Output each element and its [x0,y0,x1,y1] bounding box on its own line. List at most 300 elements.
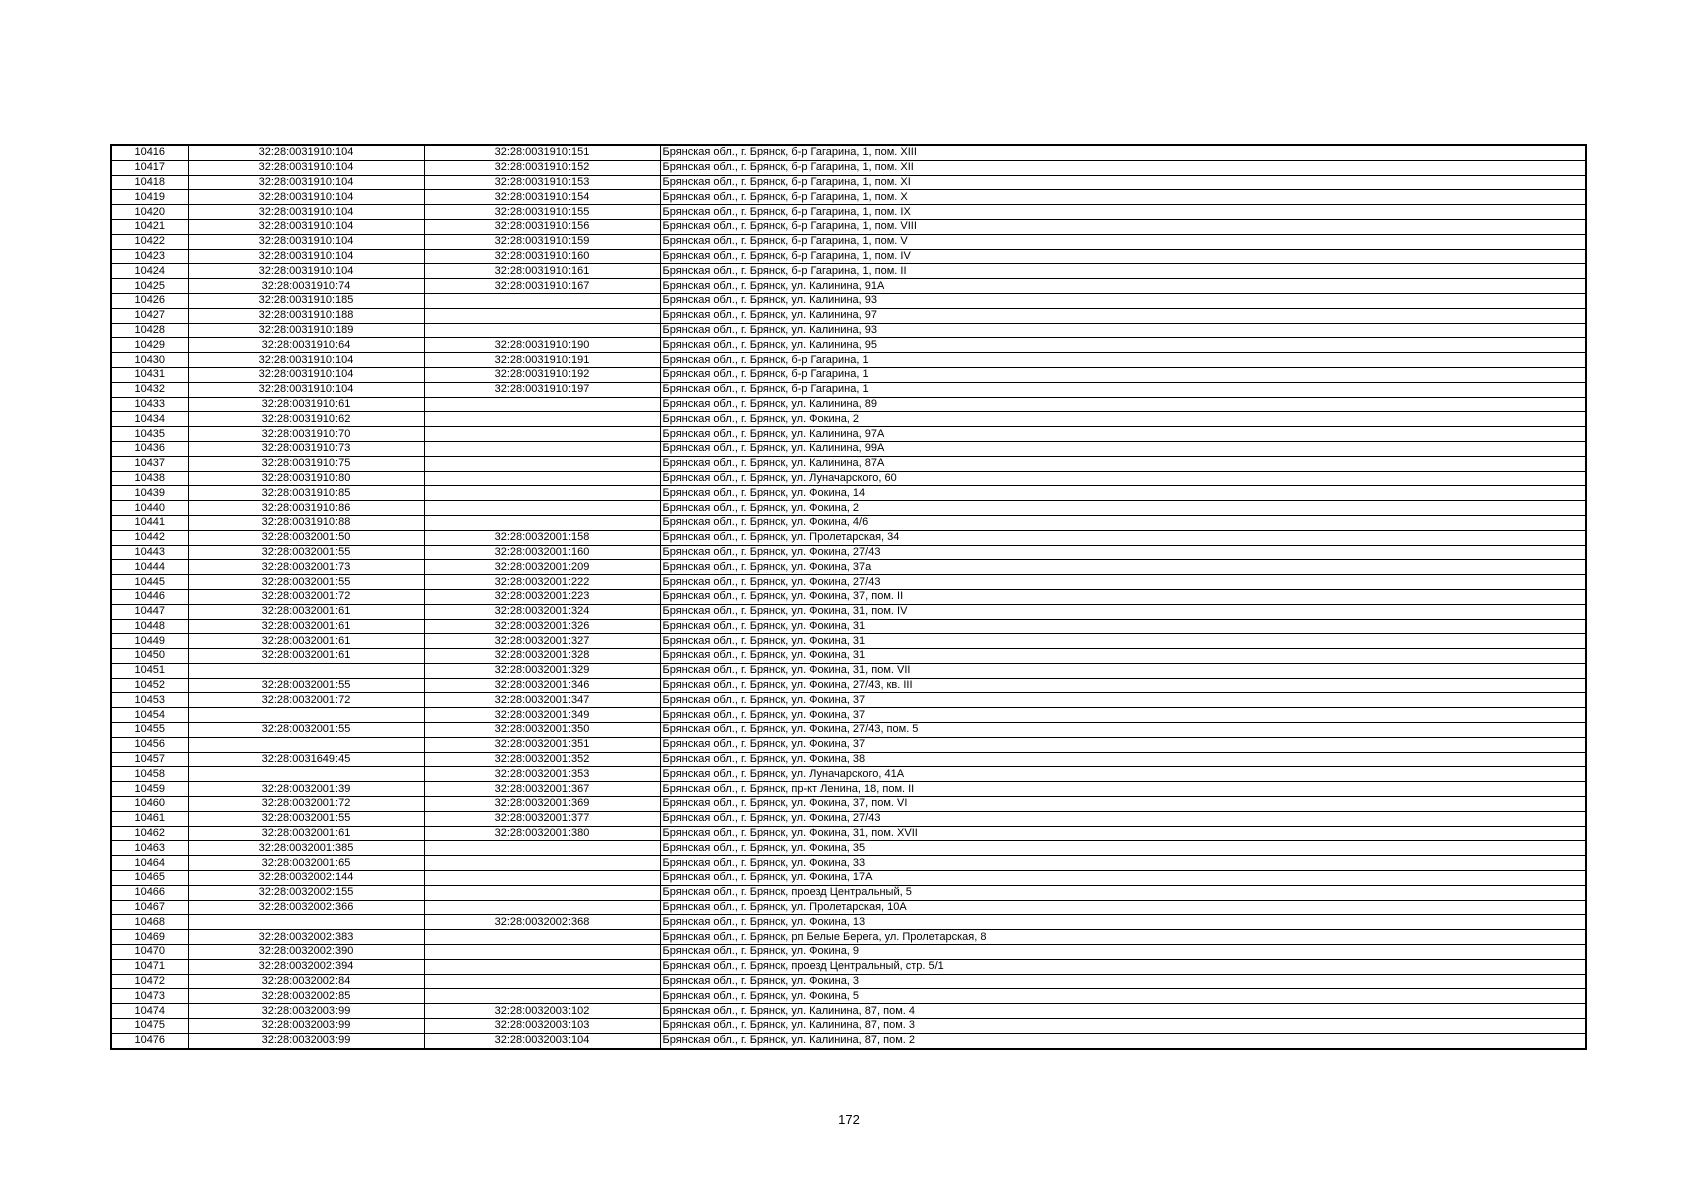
cadastral-number-cell: 32:28:0032001:328 [424,649,660,664]
table-row [111,871,1586,886]
address-cell: Брянская обл., г. Брянск, ул. Калинина, 97 [660,308,1586,323]
row-number-cell: 10447 [111,604,188,619]
parent-cadastral-number-cell: 32:28:0031910:104 [188,219,424,234]
parent-cadastral-number-cell: 32:28:0031910:88 [188,515,424,530]
parent-cadastral-number-cell: 32:28:0032001:72 [188,589,424,604]
parent-cadastral-number-cell: 32:28:0031910:73 [188,441,424,456]
table-row [111,293,1586,308]
cadastral-number-cell [424,323,660,338]
address-cell: Брянская обл., г. Брянск, б-р Гагарина, 1, пом. XII [660,160,1586,175]
address-cell: Брянская обл., г. Брянск, б-р Гагарина, 1, пом. IV [660,249,1586,264]
table-row [111,634,1586,649]
table-row [111,353,1586,368]
address-cell: Брянская обл., г. Брянск, б-р Гагарина, 1, пом. V [660,234,1586,249]
cadastral-number-cell [424,945,660,960]
row-number-cell: 10442 [111,530,188,545]
address-cell: Брянская обл., г. Брянск, ул. Фокина, 27/43 [660,811,1586,826]
cadastral-number-cell: 32:28:0032001:369 [424,797,660,812]
parent-cadastral-number-cell: 32:28:0031910:80 [188,471,424,486]
cadastral-number-cell: 32:28:0032001:367 [424,782,660,797]
cadastral-number-cell [424,959,660,974]
address-cell: Брянская обл., г. Брянск, ул. Калинина, 99А [660,441,1586,456]
parent-cadastral-number-cell: 32:28:0031910:188 [188,308,424,323]
address-cell: Брянская обл., г. Брянск, ул. Фокина, 5 [660,989,1586,1004]
cadastral-number-cell [424,441,660,456]
cadastral-number-cell: 32:28:0031910:192 [424,367,660,382]
table-row [111,767,1586,782]
address-cell: Брянская обл., г. Брянск, ул. Фокина, 31 [660,634,1586,649]
cadastral-number-cell: 32:28:0031910:190 [424,338,660,353]
cadastral-number-cell: 32:28:0032001:329 [424,663,660,678]
parent-cadastral-number-cell: 32:28:0032001:65 [188,856,424,871]
row-number-cell: 10467 [111,900,188,915]
table-row [111,915,1586,930]
parent-cadastral-number-cell: 32:28:0031910:104 [188,234,424,249]
cadastral-number-cell: 32:28:0032003:104 [424,1033,660,1048]
parent-cadastral-number-cell: 32:28:0032002:85 [188,989,424,1004]
row-number-cell: 10428 [111,323,188,338]
row-number-cell: 10446 [111,589,188,604]
cadastral-number-cell: 32:28:0032001:160 [424,545,660,560]
table-row [111,604,1586,619]
table-row [111,338,1586,353]
row-number-cell: 10474 [111,1004,188,1019]
table-row [111,945,1586,960]
table-row [111,575,1586,590]
row-number-cell: 10432 [111,382,188,397]
row-number-cell: 10435 [111,427,188,442]
row-number-cell: 10448 [111,619,188,634]
cadastral-number-cell: 32:28:0031910:160 [424,249,660,264]
table-row [111,427,1586,442]
cadastral-number-cell: 32:28:0031910:156 [424,219,660,234]
cadastral-number-cell: 32:28:0031910:159 [424,234,660,249]
row-number-cell: 10456 [111,737,188,752]
row-number-cell: 10426 [111,293,188,308]
row-number-cell: 10417 [111,160,188,175]
table-row [111,190,1586,205]
parent-cadastral-number-cell [188,915,424,930]
parent-cadastral-number-cell: 32:28:0032001:72 [188,797,424,812]
table-row [111,663,1586,678]
cadastral-number-cell: 32:28:0032001:377 [424,811,660,826]
cadastral-number-cell: 32:28:0032001:158 [424,530,660,545]
table-row [111,279,1586,294]
row-number-cell: 10475 [111,1019,188,1034]
table-row [111,930,1586,945]
parent-cadastral-number-cell: 32:28:0032001:61 [188,619,424,634]
parent-cadastral-number-cell: 32:28:0032001:61 [188,634,424,649]
cadastral-number-cell: 32:28:0032001:347 [424,693,660,708]
parent-cadastral-number-cell [188,663,424,678]
table-row [111,885,1586,900]
table-row [111,382,1586,397]
cadastral-number-cell: 32:28:0032001:209 [424,560,660,575]
row-number-cell: 10453 [111,693,188,708]
parent-cadastral-number-cell: 32:28:0031910:85 [188,486,424,501]
address-cell: Брянская обл., г. Брянск, ул. Фокина, 37 [660,708,1586,723]
parent-cadastral-number-cell: 32:28:0031910:104 [188,382,424,397]
row-number-cell: 10431 [111,367,188,382]
parent-cadastral-number-cell: 32:28:0032001:55 [188,678,424,693]
parent-cadastral-number-cell: 32:28:0032001:55 [188,811,424,826]
row-number-cell: 10436 [111,441,188,456]
row-number-cell: 10459 [111,782,188,797]
table-row [111,737,1586,752]
row-number-cell: 10419 [111,190,188,205]
table-row [111,515,1586,530]
address-cell: Брянская обл., г. Брянск, ул. Фокина, 37 [660,737,1586,752]
cadastral-number-cell [424,486,660,501]
parent-cadastral-number-cell: 32:28:0032001:39 [188,782,424,797]
cadastral-number-cell [424,456,660,471]
row-number-cell: 10472 [111,974,188,989]
address-cell: Брянская обл., г. Брянск, ул. Фокина, 14 [660,486,1586,501]
table-row [111,471,1586,486]
parent-cadastral-number-cell: 32:28:0032003:99 [188,1033,424,1048]
parent-cadastral-number-cell: 32:28:0032002:366 [188,900,424,915]
address-cell: Брянская обл., г. Брянск, ул. Фокина, 37, пом. II [660,589,1586,604]
address-cell: Брянская обл., г. Брянск, ул. Фокина, 4/6 [660,515,1586,530]
address-cell: Брянская обл., г. Брянск, пр-кт Ленина, 18, пом. II [660,782,1586,797]
cadastral-number-cell: 32:28:0032001:327 [424,634,660,649]
address-cell: Брянская обл., г. Брянск, ул. Фокина, 37а [660,560,1586,575]
cadastral-number-cell: 32:28:0032001:351 [424,737,660,752]
cadastral-number-cell: 32:28:0031910:167 [424,279,660,294]
table-row [111,723,1586,738]
address-cell: Брянская обл., г. Брянск, ул. Фокина, 37, пом. VI [660,797,1586,812]
address-cell: Брянская обл., г. Брянск, б-р Гагарина, 1 [660,367,1586,382]
parent-cadastral-number-cell: 32:28:0031910:104 [188,175,424,190]
address-cell: Брянская обл., г. Брянск, ул. Луначарского, 60 [660,471,1586,486]
cadastral-number-cell: 32:28:0031910:155 [424,205,660,220]
cadastral-number-cell: 32:28:0032001:352 [424,752,660,767]
cadastral-number-cell: 32:28:0032001:324 [424,604,660,619]
address-cell: Брянская обл., г. Брянск, ул. Калинина, 87, пом. 2 [660,1033,1586,1048]
parent-cadastral-number-cell: 32:28:0032002:390 [188,945,424,960]
row-number-cell: 10437 [111,456,188,471]
address-cell: Брянская обл., г. Брянск, ул. Калинина, 93 [660,323,1586,338]
address-cell: Брянская обл., г. Брянск, ул. Калинина, 93 [660,293,1586,308]
address-cell: Брянская обл., г. Брянск, ул. Фокина, 27/43 [660,545,1586,560]
address-cell: Брянская обл., г. Брянск, ул. Фокина, 38 [660,752,1586,767]
address-cell: Брянская обл., г. Брянск, ул. Фокина, 37 [660,693,1586,708]
table-row [111,234,1586,249]
address-cell: Брянская обл., г. Брянск, ул. Фокина, 13 [660,915,1586,930]
row-number-cell: 10462 [111,826,188,841]
parent-cadastral-number-cell: 32:28:0031910:104 [188,264,424,279]
row-number-cell: 10424 [111,264,188,279]
row-number-cell: 10476 [111,1033,188,1048]
table-row [111,367,1586,382]
address-cell: Брянская обл., г. Брянск, ул. Калинина, 95 [660,338,1586,353]
parent-cadastral-number-cell: 32:28:0032002:394 [188,959,424,974]
cadastral-number-cell [424,471,660,486]
cadastral-number-cell: 32:28:0032003:102 [424,1004,660,1019]
table-row [111,752,1586,767]
row-number-cell: 10473 [111,989,188,1004]
cadastral-number-cell [424,515,660,530]
address-cell: Брянская обл., г. Брянск, б-р Гагарина, 1 [660,382,1586,397]
parent-cadastral-number-cell [188,708,424,723]
cadastral-number-cell [424,900,660,915]
address-cell: Брянская обл., г. Брянск, ул. Фокина, 27/43, кв. III [660,678,1586,693]
table-row [111,989,1586,1004]
row-number-cell: 10430 [111,353,188,368]
parent-cadastral-number-cell: 32:28:0031910:75 [188,456,424,471]
table-row [111,412,1586,427]
parent-cadastral-number-cell: 32:28:0031910:104 [188,367,424,382]
address-cell: Брянская обл., г. Брянск, ул. Калинина, 87, пом. 3 [660,1019,1586,1034]
cadastral-number-cell [424,397,660,412]
parent-cadastral-number-cell: 32:28:0032001:61 [188,604,424,619]
address-cell: Брянская обл., г. Брянск, б-р Гагарина, 1, пом. VIII [660,219,1586,234]
cadastral-number-cell [424,501,660,516]
table-row [111,249,1586,264]
row-number-cell: 10439 [111,486,188,501]
address-cell: Брянская обл., г. Брянск, б-р Гагарина, 1, пом. XI [660,175,1586,190]
row-number-cell: 10427 [111,308,188,323]
address-cell: Брянская обл., г. Брянск, ул. Калинина, 87А [660,456,1586,471]
row-number-cell: 10421 [111,219,188,234]
parent-cadastral-number-cell: 32:28:0032001:55 [188,723,424,738]
cadastral-number-cell: 32:28:0031910:197 [424,382,660,397]
cadastral-number-cell [424,427,660,442]
row-number-cell: 10425 [111,279,188,294]
parent-cadastral-number-cell: 32:28:0031910:185 [188,293,424,308]
address-cell: Брянская обл., г. Брянск, ул. Фокина, 3 [660,974,1586,989]
table-row [111,811,1586,826]
row-number-cell: 10455 [111,723,188,738]
table-row [111,308,1586,323]
row-number-cell: 10460 [111,797,188,812]
address-cell: Брянская обл., г. Брянск, ул. Фокина, 35 [660,841,1586,856]
row-number-cell: 10461 [111,811,188,826]
row-number-cell: 10457 [111,752,188,767]
address-cell: Брянская обл., г. Брянск, б-р Гагарина, 1 [660,353,1586,368]
table-row [111,264,1586,279]
row-number-cell: 10438 [111,471,188,486]
table-row [111,530,1586,545]
row-number-cell: 10464 [111,856,188,871]
address-cell: Брянская обл., г. Брянск, ул. Калинина, 89 [660,397,1586,412]
parent-cadastral-number-cell: 32:28:0032002:155 [188,885,424,900]
cadastral-register-table [110,144,1587,1050]
table-row [111,560,1586,575]
cadastral-number-cell [424,293,660,308]
table-row [111,589,1586,604]
parent-cadastral-number-cell: 32:28:0031910:104 [188,160,424,175]
cadastral-number-cell: 32:28:0032001:223 [424,589,660,604]
row-number-cell: 10440 [111,501,188,516]
row-number-cell: 10423 [111,249,188,264]
row-number-cell: 10466 [111,885,188,900]
parent-cadastral-number-cell: 32:28:0032001:50 [188,530,424,545]
row-number-cell: 10469 [111,930,188,945]
parent-cadastral-number-cell: 32:28:0031910:104 [188,205,424,220]
address-cell: Брянская обл., г. Брянск, ул. Пролетарская, 10А [660,900,1586,915]
table-row [111,1019,1586,1034]
row-number-cell: 10468 [111,915,188,930]
table-row [111,1033,1586,1048]
address-cell: Брянская обл., г. Брянск, б-р Гагарина, 1, пом. IX [660,205,1586,220]
parent-cadastral-number-cell: 32:28:0031910:189 [188,323,424,338]
table-row [111,323,1586,338]
parent-cadastral-number-cell: 32:28:0032001:73 [188,560,424,575]
parent-cadastral-number-cell: 32:28:0032001:61 [188,826,424,841]
parent-cadastral-number-cell: 32:28:0032002:84 [188,974,424,989]
table-row [111,175,1586,190]
row-number-cell: 10470 [111,945,188,960]
address-cell: Брянская обл., г. Брянск, ул. Фокина, 31, пом. VII [660,663,1586,678]
page-number: 172 [838,1112,860,1127]
table-row [111,205,1586,220]
address-cell: Брянская обл., г. Брянск, ул. Фокина, 9 [660,945,1586,960]
parent-cadastral-number-cell: 32:28:0031910:104 [188,190,424,205]
table-row [111,397,1586,412]
row-number-cell: 10465 [111,871,188,886]
row-number-cell: 10420 [111,205,188,220]
address-cell: Брянская обл., г. Брянск, ул. Фокина, 31 [660,649,1586,664]
address-cell: Брянская обл., г. Брянск, ул. Калинина, 97А [660,427,1586,442]
table-row [111,959,1586,974]
table-row [111,797,1586,812]
table-row [111,900,1586,915]
cadastral-number-cell: 32:28:0031910:153 [424,175,660,190]
parent-cadastral-number-cell: 32:28:0031910:74 [188,279,424,294]
cadastral-number-cell: 32:28:0031910:161 [424,264,660,279]
row-number-cell: 10451 [111,663,188,678]
address-cell: Брянская обл., г. Брянск, ул. Фокина, 2 [660,412,1586,427]
cadastral-number-cell: 32:28:0031910:152 [424,160,660,175]
parent-cadastral-number-cell: 32:28:0032001:72 [188,693,424,708]
table-row [111,708,1586,723]
parent-cadastral-number-cell: 32:28:0031910:62 [188,412,424,427]
row-number-cell: 10444 [111,560,188,575]
table-row [111,693,1586,708]
table-row [111,145,1586,160]
address-cell: Брянская обл., г. Брянск, проезд Центральный, 5 [660,885,1586,900]
parent-cadastral-number-cell: 32:28:0032001:385 [188,841,424,856]
row-number-cell: 10452 [111,678,188,693]
address-cell: Брянская обл., г. Брянск, ул. Фокина, 31 [660,619,1586,634]
parent-cadastral-number-cell [188,767,424,782]
row-number-cell: 10450 [111,649,188,664]
row-number-cell: 10454 [111,708,188,723]
parent-cadastral-number-cell: 32:28:0031910:61 [188,397,424,412]
parent-cadastral-number-cell: 32:28:0031910:70 [188,427,424,442]
parent-cadastral-number-cell: 32:28:0032001:61 [188,649,424,664]
register-table-body [111,145,1586,1049]
cadastral-number-cell: 32:28:0031910:191 [424,353,660,368]
address-cell: Брянская обл., г. Брянск, ул. Фокина, 31, пом. XVII [660,826,1586,841]
cadastral-number-cell [424,974,660,989]
address-cell: Брянская обл., г. Брянск, ул. Калинина, 87, пом. 4 [660,1004,1586,1019]
row-number-cell: 10433 [111,397,188,412]
parent-cadastral-number-cell: 32:28:0031649:45 [188,752,424,767]
parent-cadastral-number-cell: 32:28:0031910:86 [188,501,424,516]
table-row [111,619,1586,634]
address-cell: Брянская обл., г. Брянск, ул. Калинина, 91А [660,279,1586,294]
address-cell: Брянская обл., г. Брянск, б-р Гагарина, 1, пом. II [660,264,1586,279]
table-row [111,545,1586,560]
table-row [111,219,1586,234]
table-row [111,826,1586,841]
row-number-cell: 10445 [111,575,188,590]
parent-cadastral-number-cell: 32:28:0032003:99 [188,1004,424,1019]
table-row [111,160,1586,175]
cadastral-number-cell [424,871,660,886]
row-number-cell: 10416 [111,145,188,160]
address-cell: Брянская обл., г. Брянск, ул. Фокина, 27/43, пом. 5 [660,723,1586,738]
table-row [111,1004,1586,1019]
table-row [111,649,1586,664]
cadastral-number-cell: 32:28:0032001:350 [424,723,660,738]
cadastral-number-cell: 32:28:0032001:353 [424,767,660,782]
address-cell: Брянская обл., г. Брянск, ул. Фокина, 31, пом. IV [660,604,1586,619]
cadastral-number-cell: 32:28:0031910:151 [424,145,660,160]
address-cell: Брянская обл., г. Брянск, проезд Центральный, стр. 5/1 [660,959,1586,974]
cadastral-number-cell: 32:28:0032001:346 [424,678,660,693]
row-number-cell: 10441 [111,515,188,530]
row-number-cell: 10471 [111,959,188,974]
row-number-cell: 10463 [111,841,188,856]
address-cell: Брянская обл., г. Брянск, ул. Фокина, 17А [660,871,1586,886]
row-number-cell: 10418 [111,175,188,190]
table-row [111,841,1586,856]
table-row [111,486,1586,501]
cadastral-number-cell: 32:28:0032001:222 [424,575,660,590]
parent-cadastral-number-cell: 32:28:0031910:104 [188,145,424,160]
address-cell: Брянская обл., г. Брянск, б-р Гагарина, 1, пом. XIII [660,145,1586,160]
row-number-cell: 10434 [111,412,188,427]
table-row [111,456,1586,471]
cadastral-number-cell: 32:28:0032001:380 [424,826,660,841]
address-cell: Брянская обл., г. Брянск, рп Белые Берега, ул. Пролетарская, 8 [660,930,1586,945]
table-row [111,678,1586,693]
cadastral-number-cell: 32:28:0032002:368 [424,915,660,930]
address-cell: Брянская обл., г. Брянск, б-р Гагарина, 1, пом. X [660,190,1586,205]
parent-cadastral-number-cell: 32:28:0032002:144 [188,871,424,886]
parent-cadastral-number-cell: 32:28:0031910:104 [188,249,424,264]
address-cell: Брянская обл., г. Брянск, ул. Луначарского, 41А [660,767,1586,782]
cadastral-number-cell [424,930,660,945]
parent-cadastral-number-cell: 32:28:0031910:64 [188,338,424,353]
row-number-cell: 10443 [111,545,188,560]
table-row [111,782,1586,797]
table-row [111,856,1586,871]
cadastral-number-cell: 32:28:0032001:326 [424,619,660,634]
table-row [111,974,1586,989]
table-row [111,501,1586,516]
row-number-cell: 10422 [111,234,188,249]
row-number-cell: 10429 [111,338,188,353]
address-cell: Брянская обл., г. Брянск, ул. Фокина, 33 [660,856,1586,871]
cadastral-number-cell: 32:28:0032001:349 [424,708,660,723]
cadastral-number-cell [424,989,660,1004]
parent-cadastral-number-cell: 32:28:0032002:383 [188,930,424,945]
address-cell: Брянская обл., г. Брянск, ул. Фокина, 27/43 [660,575,1586,590]
cadastral-number-cell: 32:28:0031910:154 [424,190,660,205]
cadastral-number-cell [424,856,660,871]
parent-cadastral-number-cell: 32:28:0032003:99 [188,1019,424,1034]
parent-cadastral-number-cell: 32:28:0032001:55 [188,575,424,590]
address-cell: Брянская обл., г. Брянск, ул. Пролетарская, 34 [660,530,1586,545]
parent-cadastral-number-cell: 32:28:0032001:55 [188,545,424,560]
row-number-cell: 10449 [111,634,188,649]
cadastral-number-cell [424,841,660,856]
cadastral-number-cell [424,412,660,427]
